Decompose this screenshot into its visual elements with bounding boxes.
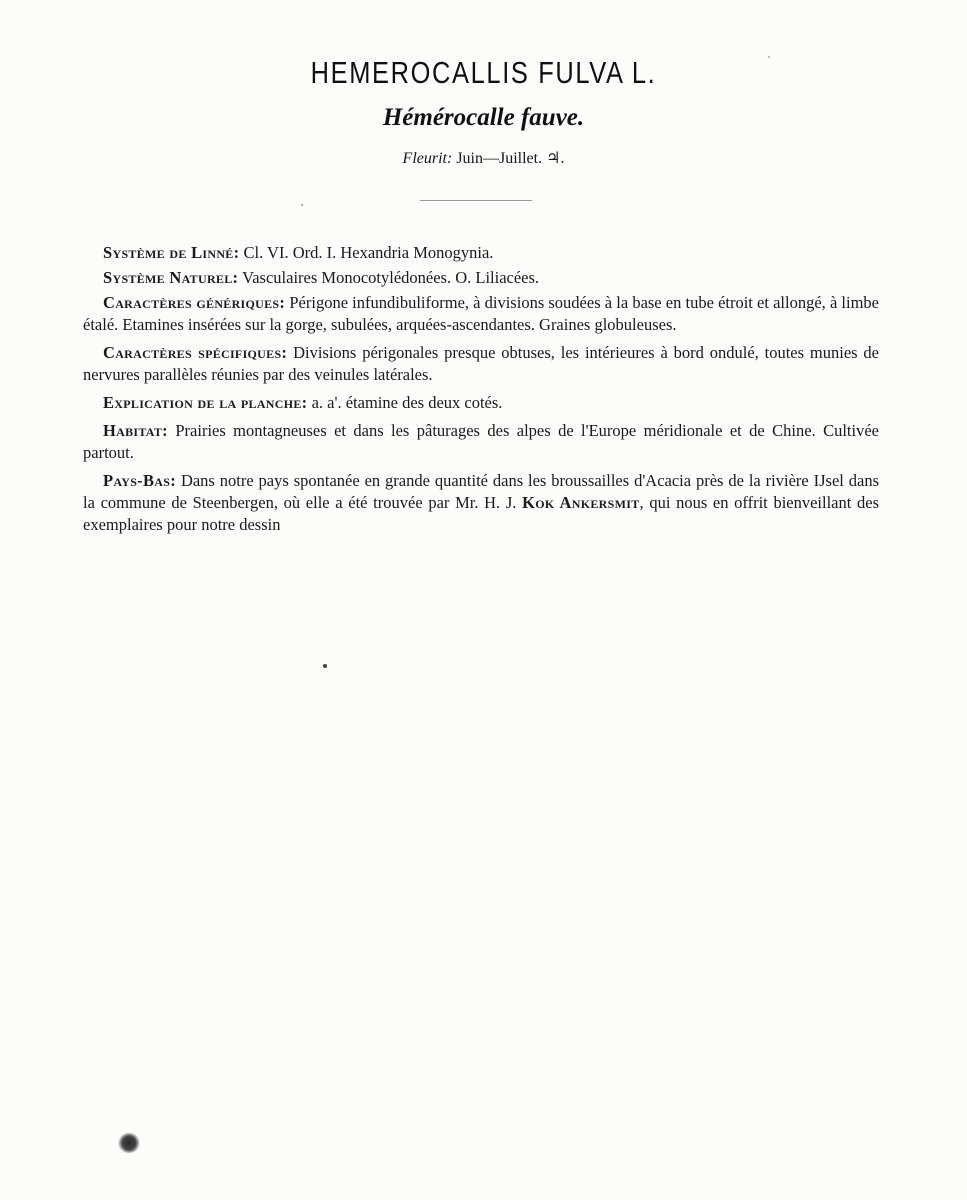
section-linne <box>83 242 879 264</box>
section-pays-bas <box>83 470 879 536</box>
section-text: Prairies montagneuses et dans les pâturages des alpes de l'Europe méridionale et de Chine. Cultivée partout. <box>83 421 879 462</box>
common-name: Hémérocalle fauve. <box>382 104 585 131</box>
section-naturel <box>83 267 879 289</box>
section-label: Pays-Bas: <box>103 471 177 490</box>
section-text: Divisions périgonales presque obtuses, les intérieures à bord ondulé, toutes munies de nervures parallèles réunies par des veinules latérales. <box>83 343 879 384</box>
flowering-label: Fleurit: <box>402 150 453 167</box>
section-specifiques <box>83 342 879 386</box>
description-body <box>83 242 879 542</box>
flowering-value: Juin—Juillet. ♃. <box>456 150 565 167</box>
section-label: Caractères spécifiques: <box>103 343 288 362</box>
section-text: Dans notre pays spontanée en grande quantité dans les broussailles d'Acacia près de la rivière IJsel dans la commune de Steenbergen, où elle a été trouvée par Mr. H. J. <box>83 471 879 512</box>
ink-speck <box>768 56 770 58</box>
ink-speck <box>301 204 303 206</box>
section-label: Système Naturel: <box>103 268 239 287</box>
section-text-tail: , qui nous en offrit bienveillant des exemplaires pour notre dessin <box>83 493 880 534</box>
divider-rule <box>420 200 532 201</box>
section-label: Système de Linné: <box>103 243 240 262</box>
section-text: Cl. VI. Ord. I. Hexandria Monogynia. <box>243 243 494 262</box>
flowering-line <box>0 148 967 168</box>
section-text: Vasculaires Monocotylédonées. O. Liliacées. <box>242 268 540 287</box>
section-text: Périgone infundibuliforme, à divisions soudées à la base en tube étroit et allongé, à limbe étalé. Etamines insérées sur la gorge, subulées, arquées-ascendantes. Graines globuleuses. <box>83 293 879 334</box>
section-label: Habitat: <box>103 421 168 440</box>
section-text: a. a'. étamine des deux cotés. <box>311 393 503 412</box>
ink-speck <box>323 664 327 668</box>
collector-name: Kok Ankersmit <box>522 493 640 512</box>
section-label: Caractères génériques: <box>103 293 286 312</box>
section-label: Explication de la planche: <box>103 393 308 412</box>
section-habitat <box>83 420 879 464</box>
section-generiques <box>83 292 879 336</box>
ink-smudge <box>118 1133 140 1153</box>
species-title: HEMEROCALLIS FULVA L. <box>310 55 657 90</box>
section-explication <box>83 392 879 414</box>
